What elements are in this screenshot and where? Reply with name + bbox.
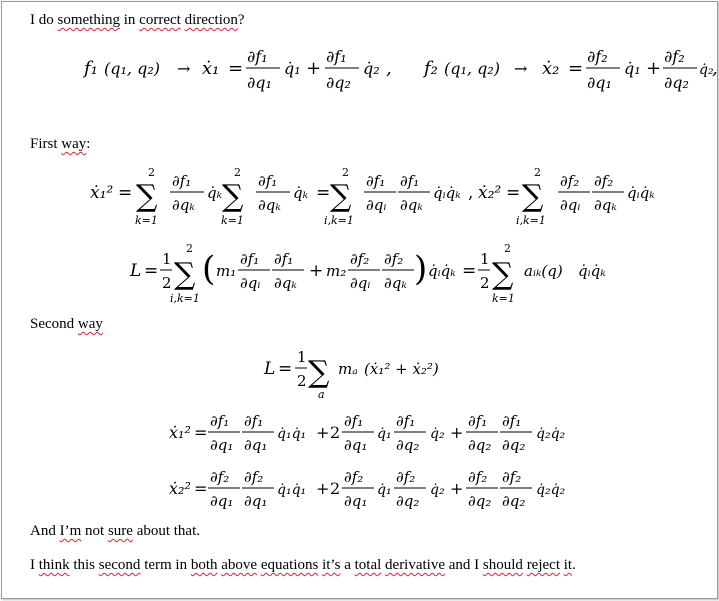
paren-open: ( <box>202 249 216 289</box>
eq-x1dot: ẋ₁ <box>202 58 220 79</box>
sum-lower: i,k=1 <box>516 214 546 227</box>
frac-den: ∂qᵢ <box>240 274 261 292</box>
frac-den: 2 <box>297 372 307 390</box>
sum-upper: 2 <box>342 166 349 179</box>
eq-sumsq: (ẋ₁² + ẋ₂²) <box>364 360 439 378</box>
text-run: I <box>30 557 39 573</box>
frac-num: ∂f₂ <box>502 468 522 486</box>
text-run: term in <box>140 557 191 573</box>
frac-den: ∂qₖ <box>384 274 407 292</box>
eq-equals: = <box>506 183 521 203</box>
sum-upper: 2 <box>534 166 541 179</box>
spell-flagged-word[interactable]: something <box>57 12 120 28</box>
sum-sign: ∑ <box>308 355 330 390</box>
sum-lower: a <box>318 388 325 401</box>
text-run: a <box>340 557 355 573</box>
eq-comma: , <box>386 58 392 79</box>
frac-num: ∂f₂ <box>210 468 230 486</box>
text-run: in <box>120 12 140 28</box>
frac-den: ∂qₖ <box>274 274 297 292</box>
sum-sign: ∑ <box>330 179 352 214</box>
eq-x2sq: ẋ₂² <box>169 479 191 498</box>
frac-num: ∂f₁ <box>468 412 488 430</box>
frac-num: 1 <box>162 250 172 268</box>
frac-den: ∂q₁ <box>210 436 234 454</box>
spell-flagged-word[interactable]: above <box>221 557 258 573</box>
spell-flagged-word[interactable]: it <box>563 557 573 573</box>
spell-flagged-word[interactable]: should <box>482 557 523 573</box>
eq-q1dot: q̇₁ <box>377 426 392 442</box>
frac-num: ∂f₁ <box>502 412 522 430</box>
eq-equals: = <box>316 183 331 203</box>
eq-equals: = <box>144 261 159 281</box>
spell-flagged-word[interactable]: both <box>190 557 218 573</box>
frac-num: ∂f₂ <box>344 468 364 486</box>
eq-qiqk: q̇ᵢq̇ₖ <box>433 184 461 202</box>
equation-lagrangian-first <box>2 236 717 308</box>
text-run: Second <box>30 316 78 332</box>
eq-q2dot: q̇₂ <box>430 426 445 442</box>
spell-flagged-word[interactable]: it’s <box>322 557 341 573</box>
spell-flagged-word[interactable]: correct <box>139 12 181 28</box>
eq-qiqk: q̇ᵢq̇ₖ <box>578 262 606 280</box>
sum-upper: 2 <box>186 242 193 255</box>
frac-den: ∂q₁ <box>244 436 268 454</box>
eq-plus: + <box>306 58 322 79</box>
frac-den: ∂q₂ <box>502 492 526 510</box>
eq-q2dot: q̇₂ <box>363 59 380 78</box>
frac-num: ∂f₁ <box>274 250 294 268</box>
eq-m2: m₂ <box>326 262 347 280</box>
frac-den: ∂qᵢ <box>366 196 387 214</box>
spell-flagged-word[interactable]: direction <box>184 12 238 28</box>
eq-equals: = <box>194 423 208 442</box>
equation-velocity-definitions <box>2 38 717 98</box>
spell-flagged-word[interactable]: derivative <box>385 557 446 573</box>
frac-num: ∂f₁ <box>210 412 230 430</box>
eq-plus: + <box>316 423 330 442</box>
text-run: and I <box>445 557 483 573</box>
frac-num: ∂f₁ <box>172 172 192 190</box>
spell-flagged-word[interactable]: think <box>38 557 70 573</box>
uncertainty-line <box>30 523 200 540</box>
eq-plus: + <box>450 479 464 498</box>
conclusion-line <box>30 557 576 574</box>
frac-num: 1 <box>297 348 307 366</box>
frac-num: ∂f₂ <box>587 47 608 66</box>
eq-aik: aᵢₖ(q) <box>524 262 563 280</box>
frac-den: ∂q₂ <box>468 436 492 454</box>
sum-sign: ∑ <box>222 179 244 214</box>
sum-upper: 2 <box>234 166 241 179</box>
sum-sign: ∑ <box>136 179 158 214</box>
frac-den: ∂qᵢ <box>350 274 371 292</box>
frac-den: ∂q₂ <box>326 73 351 92</box>
frac-num: ∂f₁ <box>240 250 260 268</box>
spell-flagged-word[interactable]: I’m <box>59 523 82 539</box>
frac-num: ∂f₁ <box>344 412 364 430</box>
frac-den: ∂qₖ <box>594 196 617 214</box>
frac-den: ∂q₂ <box>396 436 420 454</box>
eq-m1: m₁ <box>216 262 237 280</box>
sum-lower: i,k=1 <box>170 292 200 305</box>
eq-x2dot: ẋ₂ <box>542 58 560 79</box>
eq-q1dot: q̇₁ <box>377 482 392 498</box>
frac-den: ∂q₁ <box>587 73 612 92</box>
frac-den: ∂qᵢ <box>560 196 581 214</box>
frac-den: 2 <box>162 274 172 292</box>
eq-arrow: → <box>177 59 191 78</box>
eq-x1sq: ẋ₁² <box>169 423 191 442</box>
eq-equals: = <box>462 261 477 281</box>
eq-q1q1: q̇₁q̇₁ <box>277 482 307 498</box>
eq-q2dot: q̇₂ <box>430 482 445 498</box>
text-run: . <box>572 557 576 573</box>
paren-close: ) <box>414 249 428 289</box>
spell-flagged-word[interactable]: sure <box>107 523 133 539</box>
frac-den: ∂q₂ <box>396 492 420 510</box>
eq-f1: f₁ <box>84 58 98 79</box>
frac-num: ∂f₂ <box>468 468 488 486</box>
sum-lower: i,k=1 <box>324 214 354 227</box>
eq-comma: , <box>468 183 474 203</box>
eq-plus: + <box>646 58 662 79</box>
frac-den: ∂q₁ <box>344 436 368 454</box>
eq-f2: f₂ <box>424 58 438 79</box>
frac-num: ∂f₂ <box>350 250 370 268</box>
eq-qkdot: q̇ₖ <box>293 184 309 202</box>
spell-flagged-word[interactable]: equations <box>260 557 319 573</box>
eq-arrow: → <box>514 59 528 78</box>
spell-flagged-word[interactable]: way <box>77 316 103 332</box>
frac-den: ∂q₂ <box>664 73 689 92</box>
frac-num: ∂f₂ <box>560 172 580 190</box>
spell-flagged-word[interactable]: second <box>98 557 141 573</box>
frac-num: ∂f₂ <box>664 47 685 66</box>
eq-q2q2: q̇₂q̇₂ <box>536 426 566 442</box>
eq-comma: , <box>712 58 718 79</box>
eq-plus: + <box>316 479 330 498</box>
equation-lagrangian-second <box>2 340 717 404</box>
eq-two: 2 <box>330 479 341 498</box>
text-run: this <box>69 557 99 573</box>
frac-den: 2 <box>480 274 490 292</box>
spell-flagged-word[interactable]: reject <box>526 557 560 573</box>
eq-x2sq: ẋ₂² <box>478 183 502 203</box>
frac-den: ∂qₖ <box>258 196 281 214</box>
document-page <box>1 1 718 599</box>
eq-L: L <box>130 261 142 281</box>
eq-equals: = <box>278 359 293 379</box>
frac-den: ∂q₂ <box>502 436 526 454</box>
eq-two: 2 <box>330 423 341 442</box>
equation-velocity-squares <box>2 162 717 232</box>
eq-equals: = <box>568 58 584 79</box>
frac-den: ∂q₂ <box>468 492 492 510</box>
sum-lower: k=1 <box>221 214 244 227</box>
eq-q1dot: q̇₁ <box>624 59 641 78</box>
eq-equals: = <box>194 479 208 498</box>
second-way-label <box>30 316 103 333</box>
eq-args: (q₁, q₂) <box>104 59 160 78</box>
frac-num: ∂f₂ <box>384 250 404 268</box>
sum-sign: ∑ <box>492 257 514 292</box>
frac-num: ∂f₁ <box>244 412 264 430</box>
frac-num: ∂f₁ <box>396 412 416 430</box>
eq-plus: + <box>450 423 464 442</box>
sum-upper: 2 <box>504 242 511 255</box>
equation-x1-expansion <box>2 404 717 462</box>
frac-num: ∂f₁ <box>258 172 278 190</box>
sum-upper: 2 <box>148 166 155 179</box>
first-way-label <box>30 136 90 153</box>
text-run: ? <box>237 12 245 28</box>
eq-args: (q₁, q₂) <box>444 59 500 78</box>
frac-den: ∂q₁ <box>344 492 368 510</box>
frac-den: ∂qₖ <box>400 196 423 214</box>
text-run: And <box>30 523 60 539</box>
text-run: : <box>86 136 91 152</box>
frac-num: ∂f₁ <box>400 172 420 190</box>
frac-den: ∂q₁ <box>247 73 272 92</box>
text-run: not <box>81 523 108 539</box>
sum-sign: ∑ <box>522 179 544 214</box>
eq-q1dot: q̇₁ <box>284 59 301 78</box>
eq-equals: = <box>118 183 133 203</box>
sum-lower: k=1 <box>492 292 515 305</box>
frac-num: ∂f₂ <box>594 172 614 190</box>
frac-num: ∂f₁ <box>366 172 386 190</box>
spell-flagged-word[interactable]: total <box>354 557 382 573</box>
eq-equals: = <box>228 58 244 79</box>
eq-q2q2: q̇₂q̇₂ <box>536 482 566 498</box>
frac-num: ∂f₁ <box>326 47 347 66</box>
text-run: about that. <box>132 523 201 539</box>
frac-num: ∂f₂ <box>244 468 264 486</box>
frac-num: ∂f₁ <box>247 47 268 66</box>
eq-q1q1: q̇₁q̇₁ <box>277 426 307 442</box>
frac-num: ∂f₂ <box>396 468 416 486</box>
sum-lower: k=1 <box>135 214 158 227</box>
eq-x1sq: ẋ₁² <box>90 183 114 203</box>
frac-den: ∂q₁ <box>244 492 268 510</box>
question-line <box>30 12 245 29</box>
frac-den: ∂qₖ <box>172 196 195 214</box>
frac-num: 1 <box>480 250 490 268</box>
text-run: First <box>30 136 62 152</box>
text-run: I do <box>30 12 58 28</box>
eq-q2dot: q̇₂ <box>699 62 714 78</box>
eq-qiqk: q̇ᵢq̇ₖ <box>627 184 655 202</box>
eq-plus: + <box>309 261 324 281</box>
spell-flagged-word[interactable]: way <box>61 136 87 152</box>
frac-den: ∂q₁ <box>210 492 234 510</box>
eq-ma: mₐ <box>338 360 358 378</box>
eq-qkdot: q̇ₖ <box>207 184 223 202</box>
equation-x2-expansion <box>2 460 717 518</box>
sum-sign: ∑ <box>174 257 196 292</box>
eq-qiqk: q̇ᵢq̇ₖ <box>428 262 456 280</box>
eq-L: L <box>264 359 276 379</box>
